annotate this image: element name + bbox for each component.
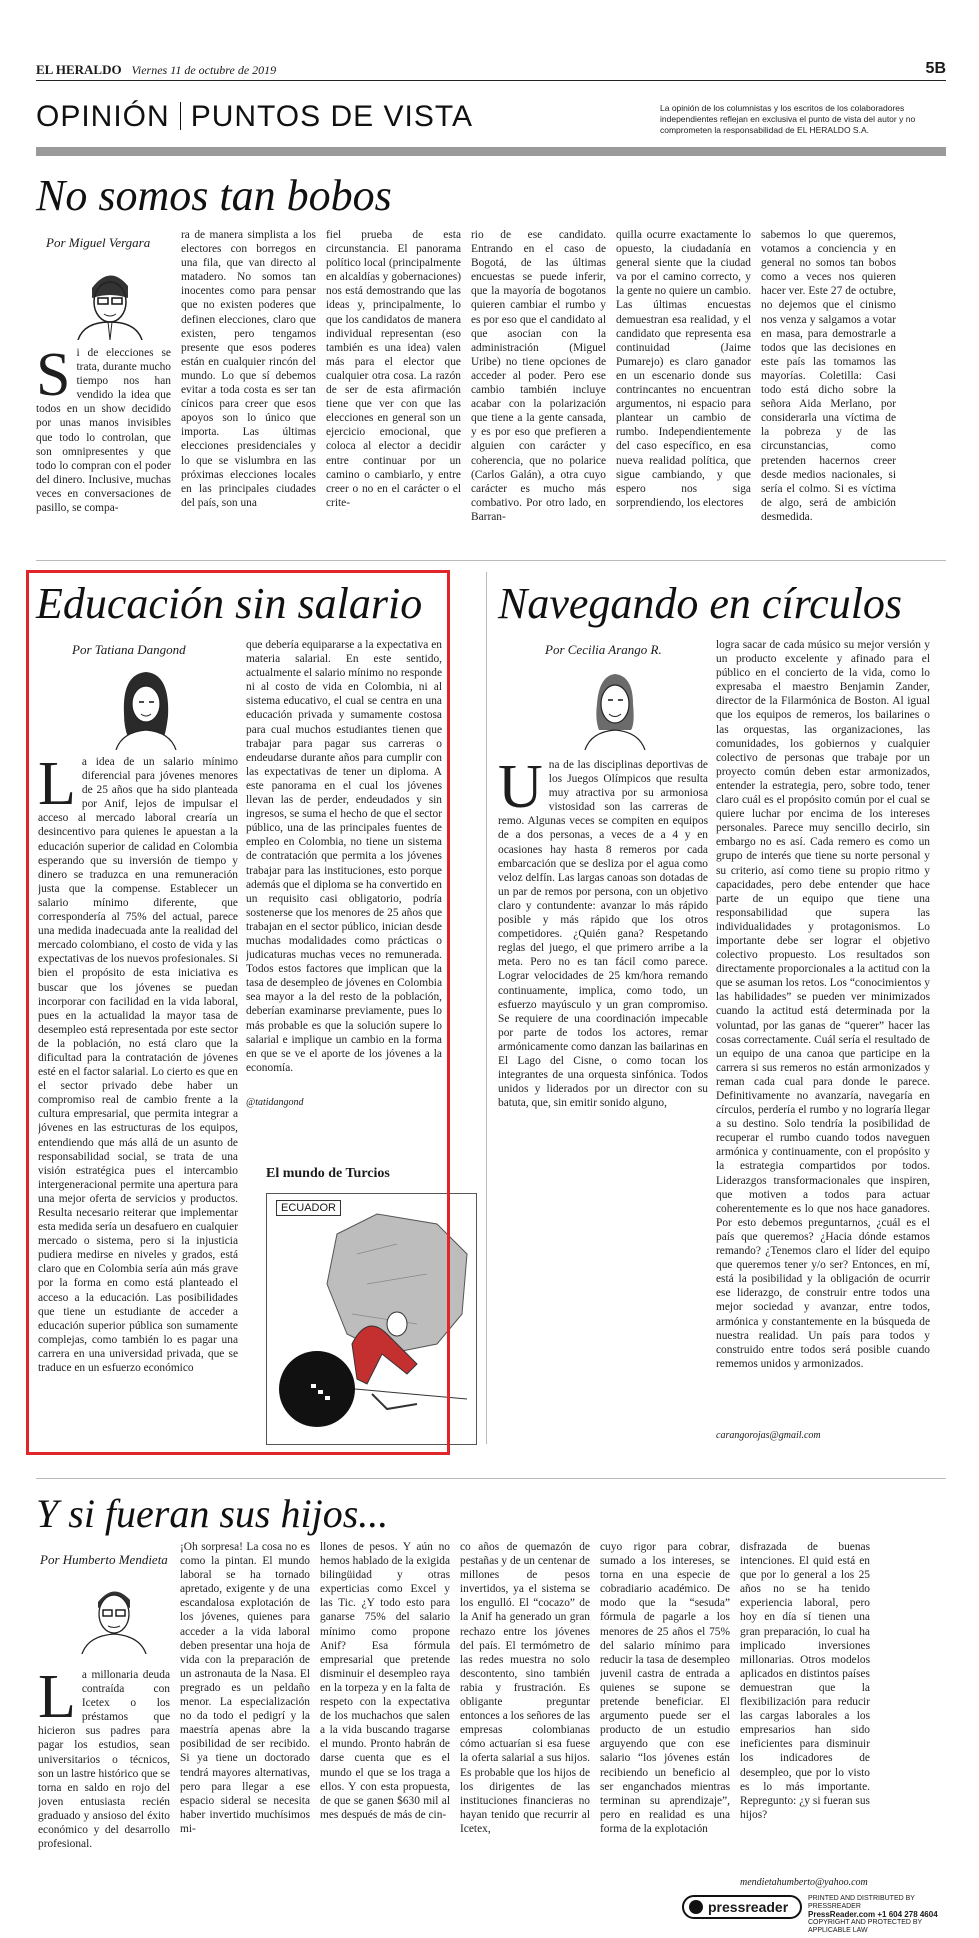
article1-column-4: rio de ese candidato. Entrando en el caso de Bogotá, de las últimas encuestas se puede inferir, que la mayoría de bogotanos quieren cambiar el rumbo y es por eso que el candidato al que asocian con la administración (Miguel Uribe) no tiene opciones de acceder al poder. Pero ese cambio también incluye acabar con la polarización que tiene a la gente cansada, y es por eso que prefieren a alguien con carácter y coherencia, que no polarice (Carlos Galán), a otra cuyo carácter es mucho más combativo. Por otro lado, en Barran- (471, 229, 606, 523)
masthead-rule (36, 80, 946, 81)
author-portrait-mendieta (74, 1570, 154, 1654)
article3-byline: Por Cecilia Arango R. (545, 642, 662, 657)
article4-column-4: co años de quemazón de pestañas y de un centenar de millones de pesos invertidos, ya el sistema se los engulló. El “cocazo” de la Anif ha generado un gran rechazo entre los jóvenes del país. El termómetro de las redes muestra no solo descontento, sino también rabia y frustración. Es obligante preguntar entonces a los señores de las empresas colombianas cómo actuarían si esa fuese la oferta salarial a sus hijos. Es probable que los hijos de los dirigentes de las instituciones financieras no hayan tenido que recurrir al Icetex, (460, 1541, 590, 1835)
article3-column-1 (498, 758, 708, 1398)
article1-text-1: i de elecciones se trata, durante mucho tiempo nos han vendido la idea que todos en un show decidido por unas manos invisibles que todo lo controlan, que son omnipresentes y que todo lo compran con el poder del dinero. Inclusive, muchas veces en conversaciones de pasillo, se compa- (36, 347, 171, 515)
article3-column-2: logra sacar de cada músico su mejor versión y un producto excelente y afinado para el público en el concierto de la vida, como lo expresaba el maestro Benjamin Zander, director de la Filarmónica de Boston. Al igual que los equipos de remeros, los bailarines o las orquestas, las organizaciones, las comunidades, los gobiernos y cualquier colectivo de personas que trabaje por un proyecto común deben estar armonizados, entender la estrategia, pero, sobre todo, tener claro cuál es el propósito común por el cual se quiere luchar por encima de los intereses personales. Parece muy sencillo decirlo, sin embargo no es así. Cada remero es como un grupo de interés que tiene su norte personal y su criterio, así como tiene su propio ritmo y capacidades, pero debe entender que hace parte de un equipo que tiene una responsabilidad que supera las individualidades y protagonismos. Lo importante debe ser lograr el objetivo colectivo propuesto. Los resultados son directamente proporcionales a la actitud con la que se asuman los retos. Los “conocimientos y las habilidades” se pueden ver minimizados cuando la actitud está determinada por la voluntad, por las ganas de “querer” hacer las cosas correctamente. Cuál sería el resultado de un equipo de una canoa que participe en la carrera si sus remeros no están armonizados y reman cada cual para donde le parece. Definitivamente no avanzaría, navegaría en círculos, perdería el rumbo y no lograría llegar a su destino. Solo tendría la posibilidad de recuperar el rumbo cuando todos naveguen armónica y continuamente, con el propósito y la estrategia compartidos por todos. Liderazgos transformacionales que inspiren, que motiven a todos para actuar coherentemente es lo que nos hace ganadores. Por esto debemos preguntarnos, ¿cuál es el país que queremos? ¿Hacia dónde estamos remando? ¿Tenemos claro el líder del equipo que queremos tener y/o ser? Entonces, en mí, está la posibilidad y la obligación de ocurrir ese liderazgo, de construir entre todos una mejor sociedad y avanzar, entre todos, armónica y constantemente en la búsqueda de nuestra realidad. Un país para todos y construido entre todos será posible cuando rememos unidos y armonizados. (716, 639, 930, 1370)
section-header (36, 100, 473, 134)
article1-column-5: quilla ocurre exactamente lo opuesto, la ciudadanía en general siente que la ciudad va por el camino correcto, y la gente no quiere un cambio. Las últimas encuestas demuestran esa realidad, y el candidato que representa esa continuidad (Jaime Pumarejo) es claro ganador en un escenario donde sus contrincantes no encuentran argumentos, ni espacio para plantear un cambio de rumbo. Independientemente del caso específico, en esa nueva realidad política, que sigue cambiando, y que espero nos siga sorprendiendo, los electores (616, 229, 751, 509)
article4-column-6: disfrazada de buenas intenciones. El quid está en que por lo general a los 25 años no se ha tenido experiencia laboral, pero hoy en día sí tienen una gran preparación, lo cual ha implicado inversiones millonarias. Otros modelos aplicados en distintos países demuestran que la flexibilización para reducir las cargas laborales a los empresarios han sido ineficientes para disminuir los indicadores de desempleo, que por lo visto es lo más importante. Repregunto: ¿y si fueran sus hijos? (740, 1541, 870, 1821)
pressreader-line-3: COPYRIGHT AND PROTECTED BY APPLICABLE LAW (808, 1919, 923, 1934)
article1-column-1 (36, 346, 171, 574)
article3-headline: Navegando en círculos (498, 579, 903, 628)
author-portrait-arango (575, 664, 655, 750)
article1-column-3: fiel prueba de esta circunstancia. El panorama político local (principalmente en alcaldías y gobernaciones) nos está demostrando que las ideas y, principalmente, lo que los candidatos de manera individual representan (eso también es una idea) valen más para el elector que cualquier otra cosa. La razón de ser de esta afirmación tiene que ver con que las elecciones en general son un ejercicio emocional, que coloca al elector a decidir entre continuar por un camino o cambiarlo, y entre creer o no en el carácter o el crite- (326, 229, 461, 509)
pressreader-footer (682, 1895, 947, 1934)
article2-handle: @tatidangond (246, 1097, 304, 1108)
section-divider (180, 102, 181, 130)
article1-byline: Por Miguel Vergara (46, 235, 151, 250)
article4-dropcap: L (38, 1668, 76, 1731)
article3-dropcap: U (498, 758, 543, 821)
article2-headline: Educación sin salario (36, 579, 423, 628)
article1-column-2: ra de manera simplista a los electores con borregos en una fila, que van directo al matadero. No somos tan inocentes como para pensar que no existen poderes que definen elecciones, claro que existen, pero tengamos presente que esos poderes están en cualquier rincón del mundo. Lo que sí debemos evitar a toda costa es ser tan cínicos para creer que esos apoyos son lo único que importa. Las últimas elecciones presidenciales y lo que se vislumbra en las próximas elecciones locales en las principales ciudades del país, son una (181, 229, 316, 509)
cartoon-country-label: ECUADOR (276, 1200, 341, 1216)
pressreader-notice (808, 1895, 948, 1935)
author-portrait-vergara (70, 258, 150, 340)
column-separator (486, 572, 487, 1444)
article2-byline: Por Tatiana Dangond (72, 642, 186, 657)
pressreader-logo-icon (689, 1900, 703, 1914)
article2-dropcap: L (38, 755, 76, 818)
pressreader-line-1: PRINTED AND DISTRIBUTED BY PRESSREADER (808, 1895, 915, 1910)
article3-email: carangorojas@gmail.com (716, 1430, 821, 1441)
pressreader-logo[interactable] (682, 1895, 802, 1919)
editorial-disclaimer: La opinión de los columnistas y los escritos de los colaboradores independientes reflejan en exclusiva el punto de vista del autor y no comprometen la responsabilidad de EL HERALDO S.A. (660, 103, 916, 135)
article-divider (36, 560, 946, 561)
article1-headline: No somos tan bobos (36, 171, 392, 220)
highlight-box (26, 570, 450, 1455)
article4-text-1: a millonaria deuda contraída con Icetex o los préstamos que hicieron sus padres para pagar los estudios, sean universitarios o técnicos, son un lastre histórico que se torna en saldo en rojo del joven entusiasta recién graduado y ansioso del éxito económico y del desarrollo profesional. (38, 1669, 170, 1851)
article4-headline: Y si fueran sus hijos... (36, 1491, 389, 1536)
section-gray-bar (36, 147, 946, 156)
article4-byline: Por Humberto Mendieta (40, 1552, 168, 1567)
article2-column-2: que debería equipararse a la expectativa en materia salarial. En este sentido, actualmente el salario mínimo no responde ni al costo de vida en Colombia, ni al sistema educativo, el cual se centra en una educación privada y sumamente costosa para cual muchos estudiantes tienen que trabajar para pagar sus carreras o endeudarse durante años para cumplir con las expectativas de tener un diploma. A este panorama en el cual los jóvenes llevan las de perder, endeudados y sin ingresos, se suma el hecho de que el sector público, una de las principales fuentes de empleo en Colombia, no tiene un sistema de contratación que permita a los jóvenes trabajar para las instituciones, esto porque además que el diploma se ha convertido en un requisito casi obligatorio, podría sostenerse que los menores de 25 años que trabajan en el sector público, inician desde muchas modalidades como prácticas o judicaturas muchas veces no remunerada. Todos estos factores que implican que la tasa de desempleo de jóvenes en Colombia sea mayor a la del resto de la población, deberían examinarse previamente, pues lo más probable es que la solución supere lo salarial e implique un cambio en la forma en que se ve el aporte de los jóvenes a la economía. (246, 639, 442, 1074)
article2-text-1: a idea de un salario mínimo diferencial para jóvenes menores de 25 años que ha sido planteada por Anif, lejos de impulsar el acceso al mercado laboral crearía un desincentivo para quienes le apuestan a la educación superior de calidad en Colombia esperando que su inversión de tiempo y dinero se traduzca en una remuneración justa que la compense. Establecer un salario mínimo diferente, que correspondería al 75% del actual, parece una medida inadecuada ante la realidad del mercado colombiano, el costo de vida y las expectativas de los nuevos profesionales. Si bien el propósito de esta iniciativa es buscar que los jóvenes se puedan incorporar con facilidad en la vida laboral, pues en la actualidad la mayor tasa de desempleo está representada por este sector de la población, no está claro que la dificultad para la contratación de jóvenes esté en el factor salarial. Lo cierto es que en el sector privado debe haber un compromiso real de cambio frente a la cultura empresarial, que permita integrar a jóvenes en las estructuras de los equipos, entendiendo que más allá de un asunto de responsabilidad social, se trata de una visión estratégica pues el intercambio intergeneracional permite una apertura para una mejor oferta de servicios y productos. Resulta necesario reiterar que implementar esta medida sería un desafuero en cualquier mercado o sistema, pero si la injusticia pudiera medirse en niveles y grados, está claro que en Colombia sería aún más grave por la forma en como está planteado el acceso a la educación. Las posibilidades que tiene un estudiante de acceder a educación superior pública son sumamente complejas, como también lo es pagar una carrera en una universidad privada, que se traduce en un esfuerzo económico (38, 756, 238, 1375)
article-divider-2 (36, 1478, 946, 1479)
pressreader-line-2: PressReader.com +1 604 278 4604 (808, 1910, 938, 1919)
article4-email: mendietahumberto@yahoo.com (740, 1877, 868, 1888)
page-number: 5B (925, 60, 946, 77)
masthead (36, 62, 946, 82)
cartoon-title: El mundo de Turcios (266, 1166, 390, 1181)
article4-column-1 (38, 1668, 170, 1888)
article1-column-6: sabemos lo que queremos, votamos a conciencia y en general no somos tan bobos como a veces nos quieren hacer ver. Este 27 de octubre, no dejemos que el cinismo nos venza y salgamos a votar en masa, para demostrarle a todos que las decisiones en este país las tomamos las mayorías. Coletilla: Casi todo está dicho sobre la señora Aida Merlano, por considerarla una víctima de la pobreza y de las circunstancias, como pretenden hacernos creer desde medios nacionales, si sería el colmo. Si es víctima de algo, será de ambición desmedida. (761, 229, 896, 523)
article3-text-1: na de las disciplinas deportivas de los Juegos Olímpicos que resulta muy atractiva por su armoniosa vistosidad son las carreras de remo. Algunas veces se compiten en equipos de a dos personas, a veces de a 4 y en ocasiones hay hasta 8 remeros por cada embarcación que se desliza por el agua como veloz delfín. Las largas canoas son dotadas de un par de remos por persona, con un objetivo claro y contundente: avanzar lo más rápido posible y más rápido que los otros competidores. ¿Quién gana? Respetando reglas del juego, el que primero arribe a la meta. Pero no es tan fácil como parece. Lograr velocidades de 25 km/hora remando continuamente, implica, como todo, un esfuerzo mayúsculo y un gran compromiso. Se requiere de una coordinación impecable por parte de todos los actores, remar armónicamente como danzan las bailarinas en El Lago del Cisne, o como tocan los integrantes de una orquesta sinfónica. Todos unidos y liderados por un director con su batuta, que, sin emitir sonido alguno, (498, 759, 708, 1110)
article4-column-5: cuyo rigor para cobrar, sumado a los intereses, se torna en una especie de cobradiario académico. De modo que la “sesuda” fórmula de pagarle a los menores de 25 años el 75% del salario mínimo para reducir la tasa de desempleo juvenil castra de entrada a quienes se supone se pretende beneficiar. El argumento puede ser el producto de un estudio arguyendo que con ese salario “los jóvenes están recibiendo un beneficio al ser enganchados mientras terminan su aprendizaje”, pero en realidad es una forma de la explotación (600, 1541, 730, 1835)
paper-name: EL HERALDO (36, 62, 122, 77)
section-title-right: PUNTOS DE VISTA (190, 100, 473, 133)
issue-date: Viernes 11 de octubre de 2019 (131, 63, 277, 77)
section-title-left: OPINIÓN (36, 100, 170, 133)
article4-column-3: llones de pesos. Y aún no hemos hablado de la exigida bilingüidad y otras experticias como Excel y las Tic. ¿Y todo esto para ganarse 75% del salario mínimo como propone Anif? Esa fórmula empresarial que pretende disminuir el desempleo raya en la torpeza y en la falta de respeto con la expectativa de los muchachos que salen a la vida buscando tragarse el mundo. Pronto habrán de darse cuenta que es el mundo el que se los traga a ellos. Y con esta propuesta, de que se ganen $630 mil al mes después de más de cin- (320, 1541, 450, 1821)
article4-column-2: ¡Oh sorpresa! La cosa no es como la pintan. El mundo laboral se ha tornado apretado, exigente y de una escandalosa explotación de los jóvenes, quienes para acceder a la vida laboral deben presentar una hoja de vida con la preparación de un astronauta de la Nasa. El pregrado es un peldaño menor. La especialización no da todo el pedigrí y la maestría apenas abre la posibilidad de ser recibido. Si ya tiene un doctorado tendrá mayores alternativas, pero para llegar a ese espacio sideral se necesita haber invertido muchísimos mi- (180, 1541, 310, 1835)
article1-dropcap: S (36, 346, 71, 409)
pressreader-brand: pressreader (708, 1899, 789, 1915)
